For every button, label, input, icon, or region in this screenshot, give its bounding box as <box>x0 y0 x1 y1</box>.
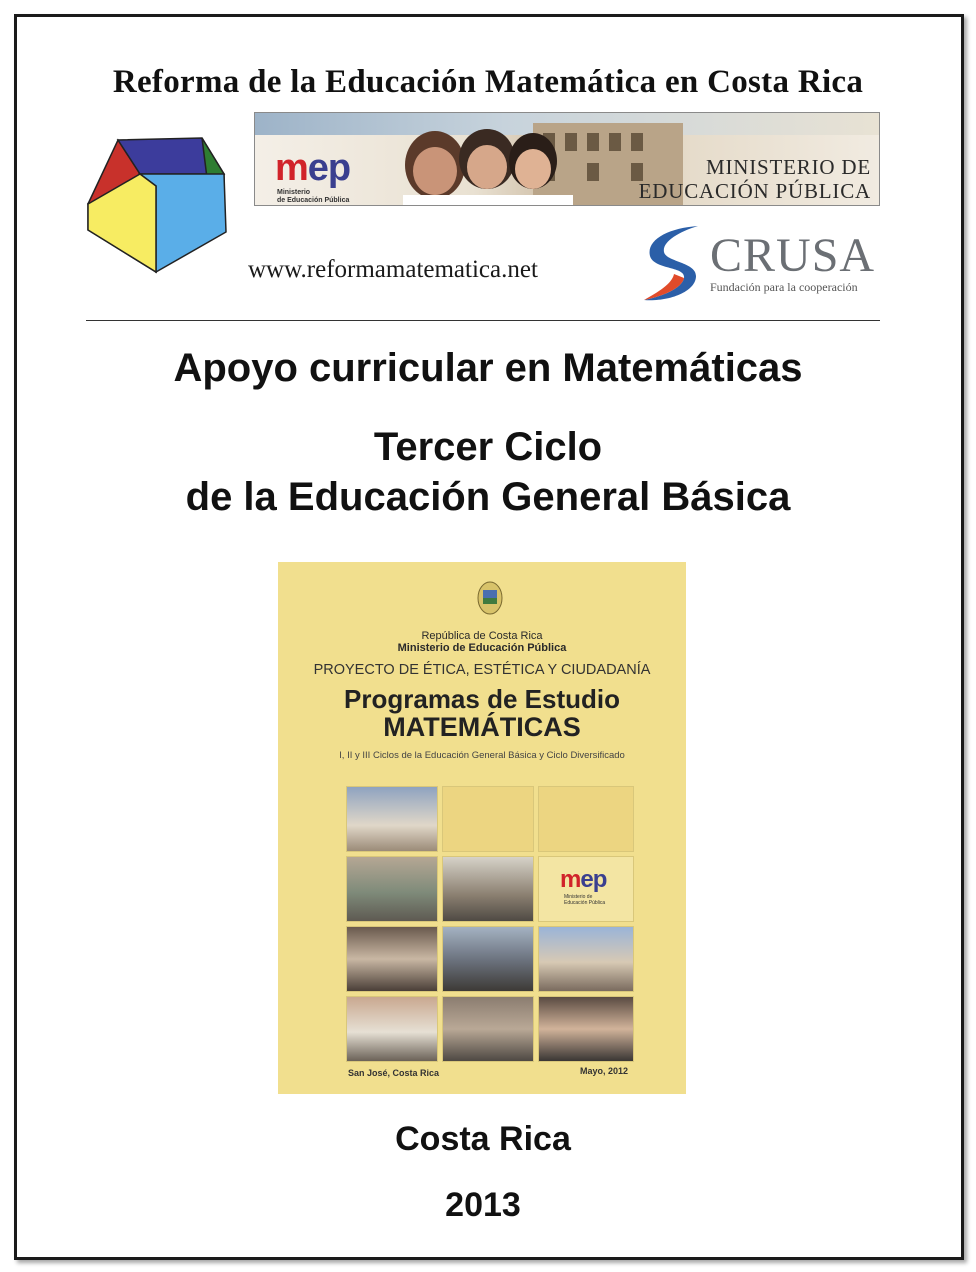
coat-of-arms-icon <box>476 580 504 616</box>
cover-photo-tile <box>442 856 534 922</box>
subtitle <box>0 422 976 522</box>
crusa-swirl-icon <box>638 222 708 304</box>
divider <box>86 320 880 321</box>
house-logo-icon <box>84 134 230 276</box>
subtitle-line-2: de la Educación General Básica <box>185 475 791 519</box>
cover-ministry: Ministerio de Educación Pública <box>397 642 567 654</box>
country: Costa Rica <box>395 1120 571 1158</box>
website-url: www.reformamatematica.net <box>248 256 538 283</box>
ministry-line-1: MINISTERIO DE <box>706 155 871 179</box>
mep-logo-subtitle: Ministerio de Educación Pública <box>277 189 350 204</box>
cover-photo-tile <box>346 926 438 992</box>
cover-subject: MATEMÁTICAS <box>383 712 581 742</box>
ministry-line-2: EDUCACIÓN PÚBLICA <box>638 179 871 203</box>
cover-photo-tile <box>346 856 438 922</box>
cover-photo-tile <box>442 926 534 992</box>
cover-mep-logo: mep <box>560 866 607 893</box>
cover-cycles: I, II y III Ciclos de la Educación General Básica y Ciclo Diversificado <box>339 750 625 761</box>
subtitle-line-1: Tercer Ciclo <box>373 425 603 469</box>
cover-date: Mayo, 2012 <box>580 1066 629 1076</box>
cover-place: San José, Costa Rica <box>348 1068 440 1078</box>
ministry-name <box>639 155 871 203</box>
cover-mep-logo-subtitle: Ministerio de Educación Pública <box>564 894 606 906</box>
cover-photo-tile <box>442 996 534 1062</box>
cover-photo-tile <box>346 786 438 852</box>
crusa-tagline: Fundación para la cooperación <box>710 280 858 294</box>
cover-republic: República de Costa Rica <box>421 630 543 642</box>
cover-photo-tile <box>538 996 634 1062</box>
cover-photo-tile <box>538 926 634 992</box>
cover-blank-tile <box>442 786 534 852</box>
cover-program: Programas de Estudio <box>344 684 620 714</box>
mep-logo-m-letter: m <box>560 866 581 893</box>
mep-banner <box>254 112 880 206</box>
year: 2013 <box>445 1186 521 1224</box>
cover-photo-tile <box>346 996 438 1062</box>
program-cover-image <box>278 562 686 1094</box>
header-title: Reforma de la Educación Matemática en Costa Rica <box>112 64 864 100</box>
mep-logo: mep <box>275 147 351 189</box>
crusa-logo <box>638 222 880 304</box>
cover-blank-tile <box>538 786 634 852</box>
main-title: Apoyo curricular en Matemáticas <box>173 346 803 390</box>
cover-project: PROYECTO DE ÉTICA, ESTÉTICA Y CIUDADANÍA <box>313 662 651 678</box>
crusa-name: CRUSA <box>710 229 876 282</box>
mep-logo-m-letter: m <box>275 147 308 189</box>
